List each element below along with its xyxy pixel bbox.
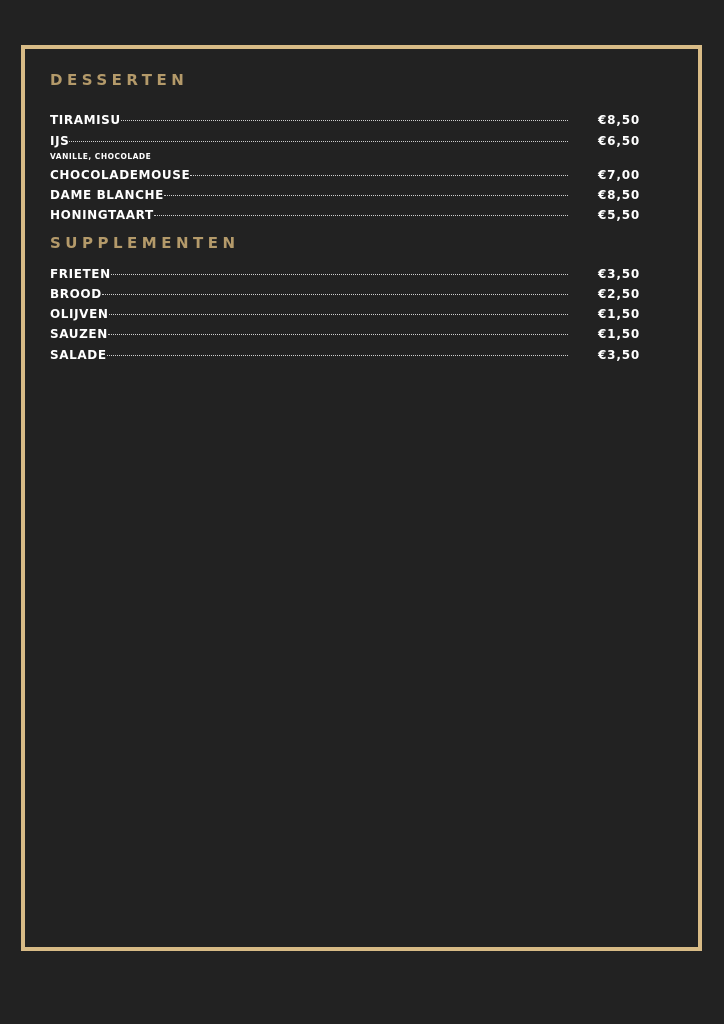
menu-item-name: CHOCOLADEMOUSE — [50, 168, 191, 182]
dot-leader — [164, 195, 568, 196]
menu-item-name: FRIETEN — [50, 267, 111, 281]
menu-item-price: €1,50 — [598, 327, 640, 341]
menu-item-price: €7,00 — [598, 168, 640, 182]
menu-item-name: DAME BLANCHE — [50, 188, 164, 202]
menu-item-price: €5,50 — [598, 208, 640, 222]
dot-leader — [154, 215, 568, 216]
dot-leader — [109, 314, 568, 315]
dot-leader — [102, 294, 568, 295]
menu-item-price: €8,50 — [598, 188, 640, 202]
menu-item-name: HONINGTAART — [50, 208, 154, 222]
menu-item-name: BROOD — [50, 287, 102, 301]
menu-item-name: TIRAMISU — [50, 113, 121, 127]
dot-leader — [121, 120, 568, 121]
menu-item-dame-blanche — [50, 186, 640, 204]
menu-item-chocolademouse — [50, 166, 640, 184]
section-title-desserten: DESSERTEN — [50, 71, 189, 89]
menu-item-price: €3,50 — [598, 348, 640, 362]
menu-item-salade — [50, 346, 640, 364]
menu-item-olijven — [50, 305, 640, 323]
menu-item-name: SALADE — [50, 348, 107, 362]
menu-item-price: €6,50 — [598, 134, 640, 148]
dot-leader — [111, 274, 568, 275]
menu-item-note-ijs: VANILLE, CHOCOLADE — [50, 152, 152, 161]
dot-leader — [108, 334, 568, 335]
menu-item-ijs — [50, 132, 640, 150]
menu-item-name: SAUZEN — [50, 327, 108, 341]
menu-item-price: €2,50 — [598, 287, 640, 301]
menu-item-frieten — [50, 265, 640, 283]
menu-item-name: OLIJVEN — [50, 307, 109, 321]
menu-item-price: €8,50 — [598, 113, 640, 127]
menu-item-name: IJS — [50, 134, 70, 148]
dot-leader — [107, 355, 568, 356]
dot-leader — [190, 175, 568, 176]
dot-leader — [69, 141, 568, 142]
menu-item-brood — [50, 285, 640, 303]
menu-item-honingtaart — [50, 206, 640, 224]
section-title-supplementen: SUPPLEMENTEN — [50, 234, 240, 252]
menu-item-price: €1,50 — [598, 307, 640, 321]
menu-item-sauzen — [50, 325, 640, 343]
menu-item-price: €3,50 — [598, 267, 640, 281]
menu-item-tiramisu — [50, 111, 640, 129]
